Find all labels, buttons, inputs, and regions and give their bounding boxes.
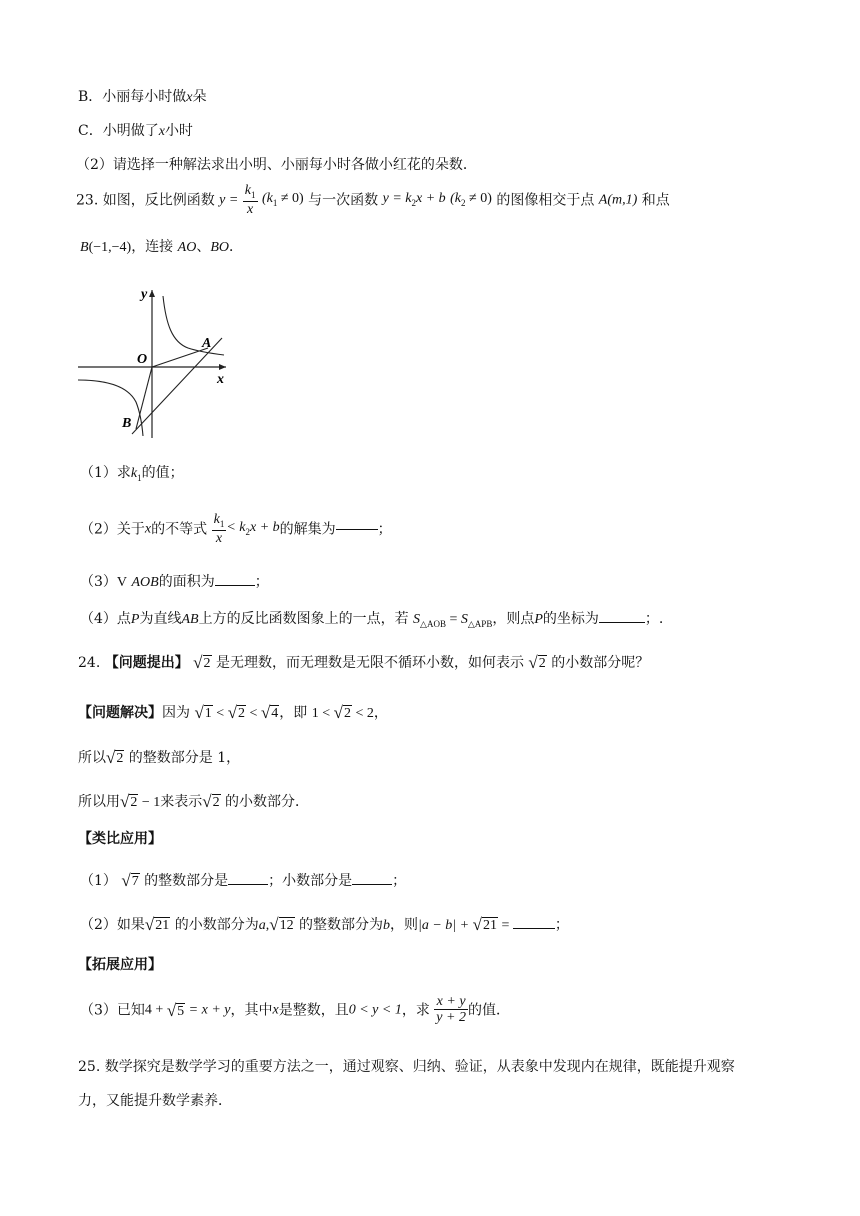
q24-f: 所以 (78, 750, 106, 766)
q24-sqrt2-g: √2 (202, 792, 220, 811)
q24-tag-analogy: 【类比应用】 (78, 831, 162, 847)
q23-part3-tail: ； (254, 574, 269, 590)
q24-part2-a: a (258, 918, 266, 933)
q23-part3-blank (215, 585, 255, 586)
q23-line1 (76, 183, 670, 218)
q24-part1-blank1 (228, 884, 268, 885)
q23-part4-tail: ；. (644, 611, 664, 627)
q23-part4-e: 的坐标为 (542, 611, 599, 627)
q23-ao: AO (177, 240, 197, 255)
q23-cond1-b: ≠ 0) (277, 191, 304, 207)
q24-part2-abs: |a − b| + (418, 918, 473, 933)
q23-lin-sub: 2 (411, 198, 416, 209)
q23-part3 (80, 575, 269, 590)
q24-part1-b: 的整数部分是 (144, 873, 229, 889)
q24-sqrt7: √7 (121, 871, 139, 890)
q24-line2 (78, 704, 388, 721)
q24-part2-eq: = (497, 918, 513, 933)
q23-k: k (244, 183, 252, 198)
q23-part1-k: k (130, 466, 138, 481)
q24-i: 来表示 (160, 794, 203, 810)
q24-part3-frac-num: x + y (434, 994, 468, 1010)
q23-part2-blank (336, 529, 378, 530)
q24-part3-frac (434, 994, 468, 1026)
q23-mid1: 与一次函数 (308, 192, 379, 209)
q24-sqrt4-val: 4 (271, 706, 279, 721)
point-a-label: A (202, 336, 212, 351)
q24-part3-b: ，其中 (230, 1002, 273, 1019)
q24-part1-c: ；小数部分是 (268, 873, 353, 889)
q24-part2 (80, 916, 569, 933)
q24-sqrt12: √12 (269, 915, 294, 934)
q24-sqrt2-c: √2 (227, 703, 246, 722)
q23-l2-text: ，连接 (131, 239, 174, 255)
q24-sqrt2-g-val: 2 (212, 795, 220, 810)
q24-g: 的整数部分是 1， (128, 750, 241, 766)
q24-part2-d: ，则 (390, 917, 419, 933)
q23-cond1-a: (k (261, 191, 273, 207)
q24-lt2: < (246, 706, 261, 721)
q23-part2-b: 的不等式 (151, 521, 208, 538)
q24-part2-e: ； (554, 917, 569, 933)
q24-tag-solve: 【问题解决】 (78, 705, 162, 721)
q23-part4-area (413, 612, 492, 627)
q23-part1-end: 的值； (141, 465, 184, 481)
q23-part4-p2: P (534, 612, 543, 627)
q23-area-eq: = (445, 612, 461, 627)
q23-k-sub: 1 (251, 189, 256, 200)
q23-part4-d: ，则点 (492, 611, 535, 627)
q23-cond2-a: (k (450, 191, 462, 207)
q24-part1-blank2 (352, 884, 392, 885)
q24-sqrt2-f: √2 (120, 792, 138, 811)
q23-cond2 (450, 191, 492, 209)
q24-line3 (78, 749, 240, 766)
option-c-var: x (158, 124, 165, 139)
q24-part2-blank (513, 928, 555, 929)
q24-part2-text: （2）如果 (80, 917, 145, 933)
q24-part2-comma: , (265, 918, 270, 933)
q24-int-a: 1 < (311, 706, 334, 721)
q23-b-coords: (−1,−4) (88, 240, 132, 255)
q23-part2-frac (212, 512, 227, 547)
q23-part1-sub: 1 (137, 472, 142, 483)
q24-sqrt2-a-val: 2 (203, 656, 211, 671)
q24-sqrt5-val: 5 (177, 1003, 185, 1019)
q24-sqrt21: √21 (144, 915, 170, 934)
q23-area-sub2: △APB (467, 618, 493, 629)
q23-part4-text: （4）点 (80, 611, 131, 627)
option-c-end: 小时 (164, 123, 193, 139)
q24-line4 (78, 793, 309, 810)
option-b-var: x (186, 90, 193, 105)
q24-num: 24. (78, 655, 105, 671)
q23-frac-num (243, 183, 258, 202)
q24-part3-d: ，求 (401, 1002, 430, 1019)
q24-int-b: < 2 (352, 706, 374, 721)
q24-part3-e: 的值． (467, 1002, 510, 1019)
q24-sqrt2-c-val: 2 (238, 706, 246, 721)
q24-sqrt2-e-val: 2 (116, 751, 124, 766)
q22-part2: （2）请选择一种解法求出小明、小丽每小时各做小红花的朵数． (76, 157, 477, 173)
y-axis-label: y (141, 287, 148, 302)
q24-line1 (78, 654, 649, 671)
segment-ob (136, 367, 152, 429)
option-c (78, 124, 193, 139)
q23-sep: 、 (196, 239, 211, 255)
q23-area-sub1: △AOB (420, 618, 446, 629)
q23-part2-end: 的解集为 (279, 521, 336, 538)
q23-lin-b: x + b (416, 191, 446, 207)
q24-c: 因为 (162, 705, 190, 721)
option-b (78, 90, 207, 105)
q24-tag-extension: 【拓展应用】 (78, 957, 162, 973)
graph-figure (76, 284, 236, 440)
q23-intro: 23. 如图，反比例函数 (76, 192, 215, 209)
q23-part3-aob: AOB (131, 575, 159, 590)
q24-part3-range: 0 < y < 1 (348, 1002, 402, 1018)
q24-sqrt2-e: √2 (106, 748, 124, 767)
q23-cond1-sub: 1 (272, 198, 278, 209)
q24-part3-c: 是整数，且 (278, 1002, 349, 1019)
q24-sqrt21-val: 21 (155, 918, 170, 933)
q23-part2-rhs (226, 520, 280, 538)
q23-part1 (80, 466, 184, 483)
q23-part3-text: （3） (80, 574, 117, 590)
origin-label: O (137, 352, 148, 367)
x-axis-arrow-icon (219, 364, 226, 370)
q23-part4 (80, 612, 663, 629)
q24-sqrt21-b-val: 21 (482, 918, 497, 933)
q24-h: 所以用 (78, 794, 120, 810)
q23-cond1 (261, 191, 304, 209)
q23-part4-p: P (130, 612, 140, 627)
q24-minus1: − 1 (138, 795, 161, 810)
q24-part1-text: （1） (80, 873, 117, 889)
q23-line2 (80, 240, 243, 255)
q24-part2-b-var: b (383, 918, 391, 933)
x-axis-label: x (217, 372, 224, 387)
q24-sqrt2-d: √2 (333, 703, 351, 722)
q23-part2 (80, 512, 392, 547)
q24-part2-b: 的小数部分为 (174, 917, 259, 933)
q23-part4-b: 为直线 (139, 611, 182, 627)
q23-part2-ksub: 1 (219, 518, 225, 529)
q23-part2-tail: ； (377, 521, 392, 538)
q24-d: ，即 (279, 705, 308, 721)
q23-linear (382, 191, 446, 209)
q23-l2-end: ． (228, 239, 243, 255)
q23-part2-x: x (144, 521, 152, 537)
q24-sqrt2-f-val: 2 (130, 795, 138, 810)
q24-part3-frac-den: y + 2 (436, 1010, 466, 1026)
q24-b: 的小数部分呢？ (551, 655, 650, 671)
q23-mid3: 和点 (641, 192, 670, 209)
q24-e: ， (373, 705, 388, 721)
q24-sqrt1: √1 (194, 703, 212, 722)
segment-oa (152, 348, 208, 367)
q24-j: 的小数部分． (225, 794, 310, 810)
q24-part1 (80, 872, 406, 889)
q23-lin-a: y = k (382, 191, 412, 207)
q23-y-eq: y = (219, 192, 239, 208)
q24-lt1: < (212, 706, 228, 721)
q24-sqrt4: √4 (260, 703, 279, 722)
q23-part2-frac-num (212, 512, 227, 531)
q25-line2: 力，又能提升数学素养． (78, 1093, 232, 1109)
q24-sqrt12-val: 12 (279, 918, 294, 933)
q23-cond2-b: ≠ 0) (465, 191, 492, 207)
option-b-end: 朵 (192, 89, 207, 105)
q24-sqrt2-a: √2 (193, 653, 211, 672)
q23-bo: BO (210, 240, 229, 255)
q23-part2-rhs-a: < k (226, 520, 246, 536)
q23-part2-rhs-b: x + b (249, 520, 280, 536)
q24-part3-x: x (272, 1002, 279, 1018)
q23-part3-end: 的面积为 (158, 574, 215, 590)
q23-b: B (80, 240, 89, 255)
option-c-text: C．小明做了 (78, 123, 159, 139)
q24-part1-d: ； (392, 873, 407, 889)
q23-part2-text: （2）关于 (80, 521, 145, 538)
q24-part3-eqxy: = x + y (185, 1002, 231, 1018)
q23-part2-frac-den: x (215, 530, 223, 546)
q23-part4-ab: AB (181, 612, 199, 627)
q24-a: 是无理数，而无理数是无限不循环小数，如何表示 (215, 655, 524, 671)
q23-area-s2: S (460, 612, 468, 627)
q23-fraction (243, 183, 258, 218)
q23-part3-tri: V (116, 575, 128, 590)
q23-cond2-sub: 2 (461, 198, 466, 209)
q24-sqrt2-b: √2 (528, 653, 546, 672)
q23-part4-c: 上方的反比函数图象上的一点，若 (198, 611, 409, 627)
q24-tag-problem: 【问题提出】 (104, 655, 189, 671)
q23-part4-blank (599, 622, 645, 623)
q24-part3-four: 4 + (144, 1002, 167, 1018)
q24-sqrt5: √5 (166, 1000, 185, 1020)
q24-sqrt1-val: 1 (204, 706, 212, 721)
y-axis-arrow-icon (149, 290, 155, 297)
q23-part2-k: k (213, 512, 220, 527)
hyperbola-branch-2 (78, 380, 143, 436)
q23-point-a: A(m,1) (598, 192, 638, 208)
option-b-text: B．小丽每小时做 (78, 89, 187, 105)
point-b-label: B (122, 416, 132, 431)
q23-part2-rhs-sub: 2 (245, 527, 250, 538)
q23-area-s1: S (413, 612, 421, 627)
q24-sqrt7-val: 7 (131, 874, 139, 889)
q24-sqrt2-d-val: 2 (344, 706, 351, 721)
q24-sqrt2-b-val: 2 (538, 656, 546, 671)
q24-part3-text: （3）已知 (80, 1002, 145, 1019)
q23-frac-den: x (247, 201, 254, 217)
q24-sqrt21-b: √21 (472, 915, 497, 934)
q24-part2-c: 的整数部分为 (299, 917, 384, 933)
q23-part1-text: （1）求 (80, 465, 131, 481)
q25-line1: 25. 数学探究是数学学习的重要方法之一，通过观察、归纳、验证，从表象中发现内在规律，既能提升观察 (78, 1059, 735, 1075)
q24-part3 (80, 994, 510, 1026)
q23-mid2: 的图像相交于点 (496, 192, 595, 209)
